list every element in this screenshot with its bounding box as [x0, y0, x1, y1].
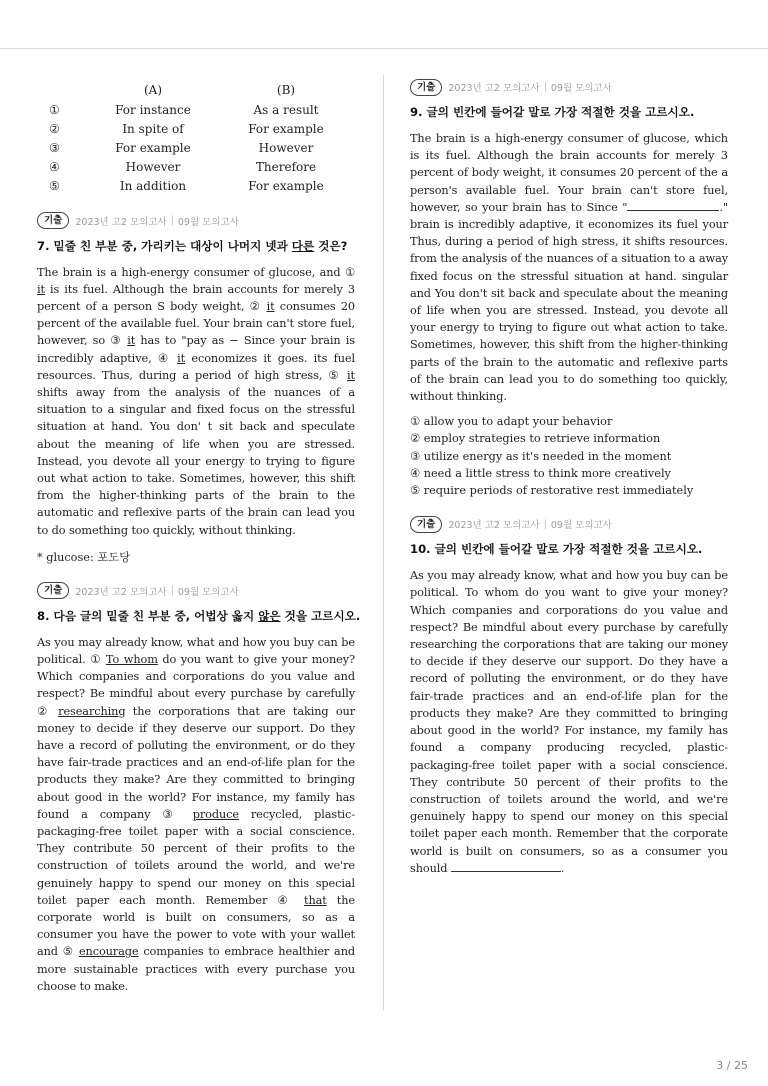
question-10-passage: As you may already know, what and how you buy can be political. To whom do you want to give your money? Which companies and corporations do you value and respect? Be mindful about every purchase by carefully researching the corporations that are taking our money to decide if they deserve our support. Do they have a record of polluting the environment, or do they have fair-trade practices and an end-of-life plan for the products they make? Are they committed to bringing about good in the world? For instance, my family has found a company producing recycled, plastic-packaging-free toilet paper with a social conscience. They contribute 50 percent of their profits to the construction of toilets around the world, and we're genuinely happy to spend our money on this special toilet paper each month. Remember that the corporate world is built on consumers, so as a consumer you should . — [410, 569, 728, 875]
choice-b: For example — [248, 179, 324, 193]
question-7-passage: The brain is a high-energy consumer of glucose, and ① it is its fuel. Although the brain accounts for merely 3 percent of a person S body weight, ② it consumes 20 percent of the available fuel. Your brain can't store fuel, however, so ③ it has to "pay as − Since your brain is incredibly adaptive, ④ it economizes it goes. its fuel resources. Thus, during a period of high stress, ⑤ it shifts away from the analysis of the nuances of a situation to a singular and fixed focus on the stressful situation at hand. You don' t sit back and speculate about the meaning of life when you are stressed. Instead, you devote all your energy to trying to figure out what action to take. Sometimes, however, this shift from the higher-thinking parts of the brain to the automatic and reflexive parts of the brain can lead you to do something too quickly, without thinking. — [37, 265, 356, 537]
question-10-source-tag: 기출 2023년 고2 모의고사 | 09월 모의고사 — [410, 515, 728, 533]
choice-a: For instance — [115, 103, 191, 117]
source-badge: 기출 — [37, 582, 69, 599]
source-badge: 기출 — [410, 516, 442, 533]
answer-blank — [451, 860, 561, 872]
question-8-source-tag: 기출 2023년 고2 모의고사 | 09월 모의고사 — [37, 582, 355, 600]
question-8-passage: As you may already know, what and how you buy can be political. ① To whom do you want to give your money? Which companies and corporations do you value and respect? Be mindful about every purchase by carefully ② researching the corporations that are taking our money to decide if they deserve our support. Do they have a record of polluting the environment, or do they have fair-trade practices and an end-of-life plan for the products they make? Are they committed to bringing about good in the world? For instance, my family has found a company ③ produce recycled, plastic-packaging-free toilet paper with a social conscience. They contribute 50 percent of their profits to the construction of toilets around the world, and we're genuinely happy to spend our money on this special toilet paper each month. Remember ④ that the corporate world is built on consumers, so as a consumer you have the power to vote with your wallet and ⑤ encourage companies to embrace healthier and more sustainable practices with every purchase you choose to make. — [37, 635, 356, 993]
choice-number: ④ — [49, 160, 60, 174]
table-row — [37, 120, 355, 139]
source-year: 2023년 고2 모의고사 — [75, 216, 167, 228]
choice-a: However — [125, 160, 181, 174]
source-year: 2023년 고2 모의고사 — [75, 586, 167, 598]
title-text: 것을 고르시오. — [280, 608, 361, 623]
source-month: 09월 모의고사 — [550, 83, 612, 94]
page-number: 3 / 25 — [716, 1059, 748, 1072]
source-month: 09월 모의고사 — [177, 586, 239, 598]
choice-b: However — [258, 141, 314, 155]
list-item: ③ utilize energy as it's needed in the moment — [410, 449, 672, 463]
table-row — [37, 177, 355, 196]
question-10-title: 10. 글의 빈칸에 들어갈 말로 가장 적절한 것을 고르시오. — [410, 542, 703, 557]
title-text: 것은? — [314, 238, 348, 253]
source-month: 09월 모의고사 — [550, 520, 612, 532]
source-year: 2023년 고2 모의고사 — [448, 83, 540, 94]
list-item: ⑤ require periods of restorative rest immediately — [410, 484, 694, 498]
answer-choices-table — [37, 80, 355, 196]
question-9-source-tag: 기출 2023년 고2 모의고사 | 09월 모의고사 — [410, 78, 728, 96]
choice-a: For example — [115, 141, 191, 155]
title-underlined: 않은 — [258, 608, 281, 623]
choice-b: Therefore — [255, 160, 317, 174]
source-badge: 기출 — [37, 212, 69, 229]
question-9-passage: The brain is a high-energy consumer of glucose, which is its fuel. Although the brain accounts for merely 3 percent of body weight, it consumes 20 percent of the a person's available fuel. Your brain can't store fuel, however, so your brain has to Since " ." brain is incredibly adaptive, it economizes its fuel your Thus, during a period of high stress, it shifts resources. from the analysis of the nuances of a situation to a away fixed focus on the stressful situation at hand. singular and You don't sit back and speculate about the meaning of life when you are stressed. Instead, you devote all your energy to trying to figure out what action to take. Sometimes, however, this shift from the higher-thinking parts of the brain to the automatic and reflexive parts of the brain can lead you to do something too quickly, without thinking. — [410, 132, 728, 404]
question-7-title — [37, 238, 355, 254]
choice-number: ⑤ — [49, 179, 60, 193]
choice-a: In addition — [119, 179, 187, 193]
glossary-note: * glucose: 포도당 — [37, 550, 131, 564]
choice-b: As a result — [253, 103, 319, 117]
source-badge: 기출 — [410, 79, 442, 96]
list-item: ④ need a little stress to think more creatively — [410, 466, 671, 480]
title-text: 8. 다음 글의 밑줄 친 부분 중, 어법상 옳지 — [37, 608, 259, 623]
source-month: 09월 모의고사 — [177, 216, 239, 228]
col-a-header: (A) — [143, 82, 163, 97]
table-row — [37, 101, 355, 120]
col-b-header: (B) — [276, 82, 296, 97]
answer-blank — [627, 199, 719, 211]
choice-number: ② — [49, 122, 60, 136]
header-rule — [0, 48, 768, 49]
choice-b: For example — [248, 122, 324, 136]
question-8-title — [37, 608, 361, 624]
list-item: ② employ strategies to retrieve information — [410, 432, 661, 446]
question-7-source-tag: 기출 2023년 고2 모의고사 | 09월 모의고사 — [37, 212, 355, 230]
table-row — [37, 139, 355, 158]
answer-header-row — [37, 80, 355, 101]
choice-number: ① — [49, 103, 60, 117]
question-9-title: 9. 글의 빈칸에 들어갈 말로 가장 적절한 것을 고르시오. — [410, 105, 695, 119]
choice-number: ③ — [49, 141, 60, 155]
title-underlined: 다른 — [291, 238, 315, 253]
column-divider — [383, 75, 384, 1010]
list-item: ① allow you to adapt your behavior — [410, 415, 613, 429]
title-text: 7. 밑줄 친 부분 중, 가리키는 대상이 나머지 넷과 — [37, 238, 292, 253]
source-year: 2023년 고2 모의고사 — [448, 520, 540, 532]
left-column — [37, 78, 361, 995]
choice-a: In spite of — [122, 122, 184, 136]
question-9-options — [410, 413, 728, 499]
right-column — [410, 78, 728, 877]
table-row — [37, 158, 355, 177]
